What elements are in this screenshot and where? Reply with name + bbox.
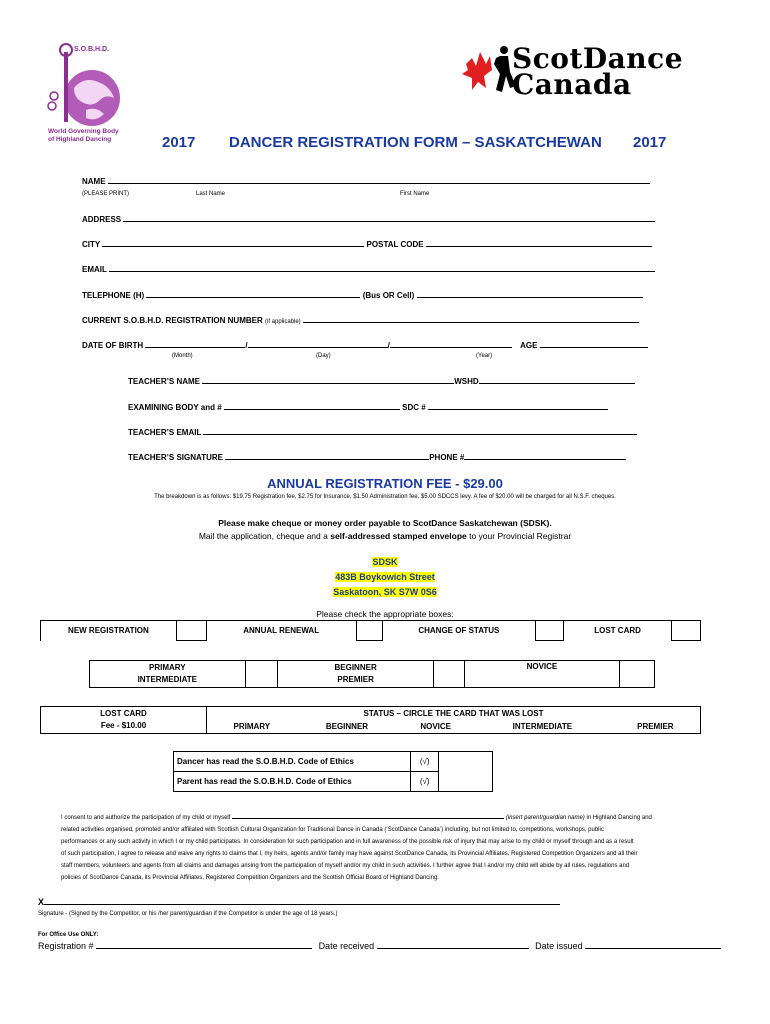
name-field[interactable] (108, 176, 650, 184)
year-caption: (Year) (476, 353, 493, 359)
city-field[interactable] (102, 239, 364, 247)
lost-card-fee-amount: Fee - $10.00 (100, 721, 147, 730)
guardian-name-field[interactable] (232, 813, 504, 819)
sdc-label: SDC # (402, 403, 426, 412)
consent-line-6: policies of ScotDance Canada, its Provincial Affiliates, Registered Competition Organizers and the Scottish Official Board of Highland Dancing. (61, 875, 439, 881)
check-boxes-instruction: Please check the appropriate boxes: (316, 609, 454, 619)
sobhd-caption-1: World Governing Body (48, 128, 119, 135)
fee-breakdown: The breakdown is as follows: $19.75 Registration fee, $2.75 for Insurance, $1.50 Administration fee, $5.00 SDCCS levy. A fee of $20.00 will be charged for all N.S.F. cheques. (154, 494, 616, 500)
teacher-email-label: TEACHER’S EMAIL (128, 428, 202, 437)
new-registration-label: NEW REGISTRATION (41, 621, 177, 641)
teacher-name-label: TEACHER’S NAME (128, 377, 201, 386)
teacher-signature-label: TEACHER’S SIGNATURE (128, 453, 223, 462)
beginner-checkbox[interactable] (433, 661, 464, 688)
parent-ethics-check[interactable]: (√) (411, 772, 439, 792)
email-label: EMAIL (82, 265, 107, 274)
change-of-status-checkbox[interactable] (536, 621, 564, 641)
address-line-1: SDSK (372, 557, 398, 567)
please-print: (PLEASE PRINT) (82, 191, 130, 197)
lost-card-label: LOST CARD (564, 621, 672, 641)
name-label: NAME (82, 177, 106, 186)
city-label: CITY (82, 240, 101, 249)
consent-text (61, 812, 730, 884)
registrar-address (0, 555, 770, 600)
consent-line-1b: (insert parent/guardian name) (505, 815, 585, 821)
signature-field[interactable] (44, 897, 560, 905)
dob-slash-1: / (245, 341, 248, 350)
brand-line-1: ScotDance (512, 42, 684, 75)
age-label: AGE (520, 341, 538, 350)
status-title: STATUS – CIRCLE THE CARD THAT WAS LOST (207, 707, 701, 720)
mail-instructions (0, 531, 770, 541)
ethics-table (173, 751, 493, 792)
postal-field[interactable] (426, 239, 652, 247)
if-applicable: (if applicable) (264, 319, 301, 325)
telephone-field[interactable] (146, 290, 360, 298)
parent-ethics-label: Parent has read the S.O.B.H.D. Code of Ethics (174, 772, 411, 792)
bus-cell-label: (Bus OR Cell) (362, 291, 415, 300)
telephone-label: TELEPHONE (H) (82, 291, 145, 300)
first-name-caption: First Name (400, 191, 430, 197)
consent-line-1c: in Highland Dancing and (586, 815, 652, 821)
examining-body-label: EXAMINING BODY and # (128, 403, 222, 412)
address-line-2: 483B Boykowich Street (335, 572, 435, 582)
age-field[interactable] (540, 340, 648, 348)
primary-intermediate-cell (90, 661, 246, 688)
mail-bold: self-addressed stamped envelope (330, 531, 467, 541)
dob-month-field[interactable] (145, 340, 248, 350)
sdc-field[interactable] (428, 402, 608, 410)
novice-checkbox[interactable] (620, 661, 655, 688)
cheque-instructions: Please make cheque or money order payable to ScotDance Saskatchewan (SDSK). (218, 518, 552, 528)
dob-day-field[interactable] (248, 340, 388, 348)
examining-body-field[interactable] (224, 402, 400, 410)
address-label: ADDRESS (82, 215, 122, 224)
lost-card-checkbox[interactable] (671, 621, 700, 641)
status-premier[interactable]: PREMIER (611, 720, 701, 734)
email-field[interactable] (109, 264, 655, 272)
beginner-premier-cell (278, 661, 434, 688)
dancer-ethics-check[interactable]: (√) (411, 752, 439, 772)
sobhd-logo-text: S.O.B.H.D. (74, 46, 110, 53)
ethics-blank-cell (439, 752, 493, 792)
new-registration-checkbox[interactable] (176, 621, 206, 641)
dob-year-field[interactable] (387, 340, 512, 350)
premier-label: PREMIER (337, 675, 374, 684)
teacher-name-field[interactable] (202, 376, 454, 384)
signature-x: X (38, 897, 45, 907)
wshd-field[interactable] (479, 376, 635, 384)
novice-label: NOVICE (464, 661, 620, 688)
dob-label: DATE OF BIRTH (82, 341, 144, 350)
annual-renewal-label: ANNUAL RENEWAL (206, 621, 356, 641)
mail-suffix: to your Provincial Registrar (466, 531, 572, 541)
dancer-ethics-label: Dancer has read the S.O.B.H.D. Code of Ethics (174, 752, 411, 772)
sobhd-registration-label: CURRENT S.O.B.H.D. REGISTRATION NUMBER (82, 316, 263, 325)
consent-line-3: performances or any such activity in which I or my child participates. In consideration for such participation and in full awareness of the possible risk of injury that may arise to my child or myself through and as a result (61, 839, 634, 845)
status-novice[interactable]: NOVICE (397, 720, 474, 734)
registration-type-table (40, 620, 701, 641)
year-left: 2017 (162, 134, 196, 151)
beginner-label: BEGINNER (334, 663, 377, 672)
primary-checkbox[interactable] (245, 661, 278, 688)
postal-label: POSTAL CODE (366, 240, 424, 249)
level-table (89, 660, 655, 688)
mail-prefix: Mail the application, cheque and a (198, 531, 331, 541)
consent-line-5: staff members, volunteers and agents from all claims and damages arising from the participation of myself and/or my child in such activities. I further agree that I and/or my child will abide by all rules, regulations and (61, 863, 630, 869)
year-right: 2017 (633, 134, 667, 151)
date-received-label: Date received (318, 941, 375, 951)
signature-caption: Signature - (Signed by the Competitor, or his /her parent/guardian if the Competitor is under the age of 18 years.) (38, 911, 338, 917)
consent-line-1a: I consent to and authorize the participation of my child or myself (61, 815, 231, 821)
bus-cell-field[interactable] (417, 290, 643, 298)
brand-line-2: Canada (512, 68, 632, 101)
change-of-status-label: CHANGE OF STATUS (382, 621, 536, 641)
lost-card-table (40, 706, 701, 734)
lost-card-fee-title: LOST CARD (100, 709, 147, 718)
primary-label: PRIMARY (148, 663, 186, 672)
registration-number-field[interactable] (96, 941, 312, 949)
fee-title: ANNUAL REGISTRATION FEE - $29.00 (267, 476, 503, 491)
dob-slash-2: / (387, 341, 390, 350)
teacher-signature-field[interactable] (225, 452, 429, 460)
day-caption: (Day) (316, 353, 331, 359)
consent-line-2: related activities organised, promoted and/or affiliated with Scottish Cultural Organization for Traditional Dance in Canada (‘ScotDance Canada’) including, but not limited to, competitions, workshops, public (61, 827, 604, 833)
address-field[interactable] (123, 214, 655, 222)
phone-label: PHONE # (429, 453, 465, 462)
wshd-label: WSHD (454, 377, 479, 386)
month-caption: (Month) (172, 353, 193, 359)
annual-renewal-checkbox[interactable] (356, 621, 382, 641)
status-beginner[interactable]: BEGINNER (297, 720, 398, 734)
date-received-field[interactable] (377, 941, 529, 949)
teacher-email-field[interactable] (203, 427, 637, 435)
consent-line-4: of such participation, I agree to release and waive any rights to claims that I, my heirs, agents and/or family may have against ScotDance Canada, its Provincial Affiliates, Registered Competition Organizers and all their (61, 851, 638, 857)
scotdance-logo (460, 42, 520, 102)
registration-number-label: Registration # (38, 941, 94, 951)
sobhd-registration-field[interactable] (303, 315, 639, 323)
phone-field[interactable] (464, 452, 626, 460)
form-title: DANCER REGISTRATION FORM – SASKATCHEWAN (229, 134, 602, 151)
office-use-title: For Office Use ONLY: (38, 932, 99, 938)
address-line-3: Saskatoon, SK S7W 0S6 (333, 587, 437, 597)
date-issued-label: Date issued (535, 941, 583, 951)
status-intermediate[interactable]: INTERMEDIATE (474, 720, 611, 734)
status-primary[interactable]: PRIMARY (207, 720, 297, 734)
sobhd-caption-2: of Highland Dancing (48, 136, 112, 143)
last-name-caption: Last Name (196, 191, 226, 197)
lost-card-fee-cell (41, 707, 207, 734)
intermediate-label: INTERMEDIATE (137, 675, 197, 684)
date-issued-field[interactable] (585, 941, 721, 949)
